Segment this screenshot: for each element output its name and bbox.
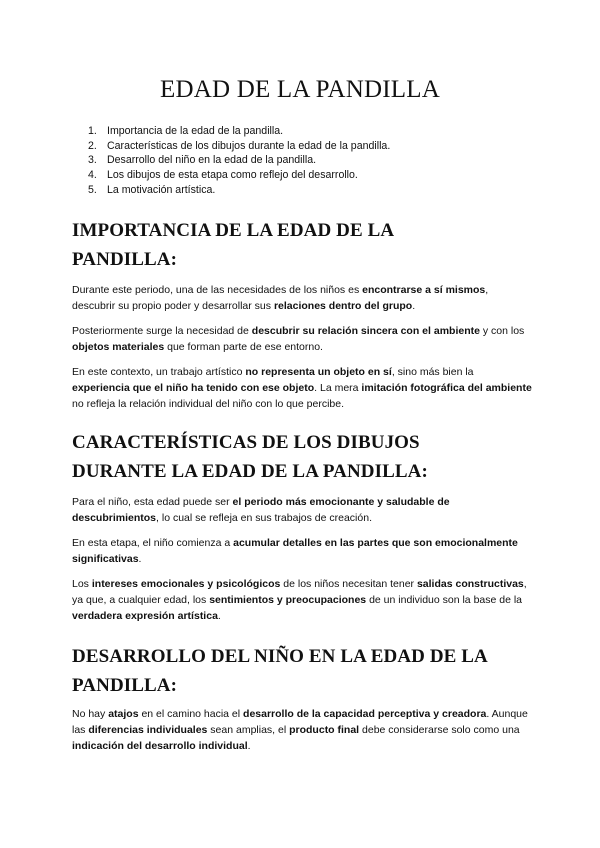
bold-text: no representa un objeto en sí [245, 366, 392, 378]
bold-text: experiencia que el niño ha tenido con ese objeto [72, 382, 315, 394]
bold-text: desarrollo de la capacidad perceptiva y creadora [243, 708, 487, 720]
text-run: debe considerarse solo como una [359, 724, 520, 736]
paragraph [72, 576, 532, 624]
list-item: 1. Importancia de la edad de la pandilla. [88, 125, 284, 137]
text-run: Durante este periodo, una de las necesidades de los niños es [72, 284, 363, 296]
text-run: de un individuo son la base de la [366, 594, 523, 606]
text-run: . [138, 553, 142, 565]
bold-text: atajos [108, 708, 139, 720]
paragraph [72, 282, 532, 314]
list-item: 4. Los dibujos de esta etapa como reflejo del desarrollo. [88, 169, 358, 182]
paragraph [72, 535, 532, 567]
bold-text: intereses emocionales y psicológicos [91, 578, 281, 590]
section-heading-caracteristicas: CARACTERÍSTICAS DE LOS DIBUJOS DURANTE LA EDAD DE LA PANDILLA: [72, 432, 428, 482]
text-run: , descubrir su propio poder y desarrollar sus [72, 284, 489, 312]
text-run: Para el niño, esta edad puede ser [72, 496, 233, 508]
bold-text: relaciones dentro del grupo [273, 300, 413, 312]
text-run: . [217, 610, 221, 622]
text-run: Los [72, 578, 92, 590]
bold-text: descubrir su relación sincera con el ambiente [251, 325, 480, 337]
paragraph [72, 706, 532, 754]
text-run: . [247, 740, 251, 752]
list-item: 2. Características de los dibujos durante la edad de la pandilla. [88, 139, 391, 152]
list-item: 5. La motivación artística. [88, 183, 216, 196]
text-run: y con los [479, 325, 525, 337]
text-run: . [412, 300, 416, 312]
section-heading-desarrollo: DESARROLLO DEL NIÑO EN LA EDAD DE LA PANDILLA: [72, 646, 488, 696]
text-run: de los niños necesitan tener [280, 578, 417, 590]
bold-text: el periodo más emocionante y saludable de descubrimientos [72, 496, 450, 524]
bold-text: indicación del desarrollo individual [72, 740, 248, 752]
text-run: , lo cual se refleja en sus trabajos de creación. [156, 512, 372, 524]
text-run: Posteriormente surge la necesidad de [72, 325, 252, 337]
bold-text: encontrarse a sí mismos [362, 284, 486, 296]
text-run: En esta etapa, el niño comienza a [72, 537, 234, 549]
paragraph [72, 364, 532, 412]
text-run: No hay [72, 708, 109, 720]
bold-text: acumular detalles en las partes que son emocionalmente significativas [72, 537, 518, 565]
text-run: . La mera [314, 382, 362, 394]
paragraph [72, 323, 532, 355]
text-run: en el camino hacia el [138, 708, 244, 720]
text-run: En este contexto, un trabajo artístico [72, 366, 246, 378]
text-run: sean amplias, el [207, 724, 290, 736]
text-run: que forman parte de ese entorno. [164, 341, 323, 353]
bold-text: sentimientos y preocupaciones [209, 594, 367, 606]
text-run: , sino más bien la [391, 366, 474, 378]
list-item: 3. Desarrollo del niño en la edad de la pandilla. [88, 154, 317, 167]
bold-text: producto final [289, 724, 360, 736]
paragraph [72, 494, 532, 526]
text-run: , ya que, a cualquier edad, los [72, 578, 527, 606]
bold-text: objetos materiales [72, 341, 165, 353]
table-of-contents [88, 124, 390, 198]
section-heading-importancia: IMPORTANCIA DE LA EDAD DE LA PANDILLA: [72, 220, 395, 270]
bold-text: diferencias individuales [88, 724, 208, 736]
text-run: . Aunque las [72, 708, 528, 736]
page-title: EDAD DE LA PANDILLA [160, 76, 440, 103]
bold-text: verdadera expresión artística [72, 610, 218, 622]
bold-text: salidas constructivas [416, 578, 524, 590]
bold-text: imitación fotográfica del ambiente [361, 382, 532, 394]
text-run: no refleja la relación individual del niño con lo que percibe. [72, 398, 345, 410]
